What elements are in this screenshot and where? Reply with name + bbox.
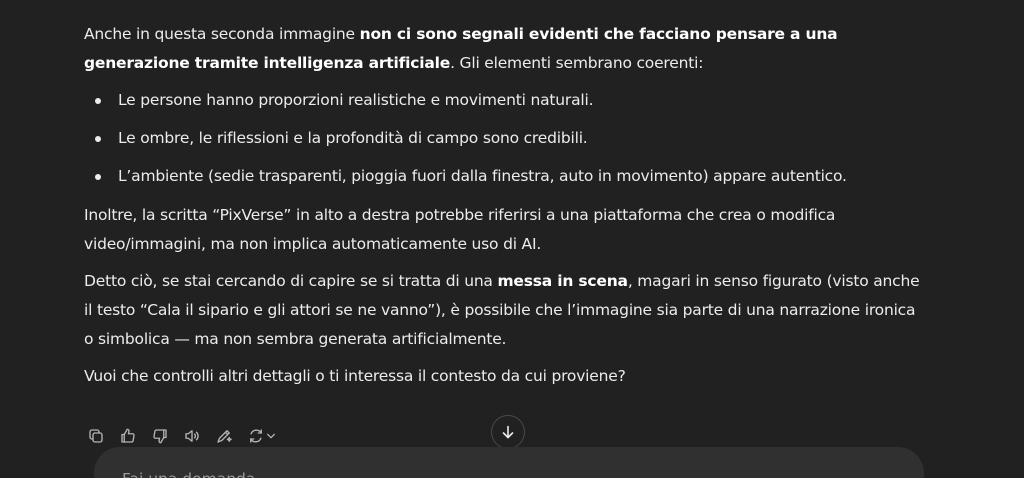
bold-text: messa in scena bbox=[497, 272, 628, 290]
arrow-down-icon bbox=[500, 424, 516, 440]
list-item bbox=[84, 162, 924, 191]
thumbs-down-icon bbox=[151, 427, 169, 445]
thumbs-down-button[interactable] bbox=[148, 425, 172, 447]
edit-canvas-icon bbox=[215, 427, 233, 445]
text-segment: Anche in questa seconda immagine bbox=[84, 25, 360, 43]
edit-canvas-button[interactable] bbox=[212, 425, 236, 447]
regenerate-icon bbox=[247, 427, 265, 445]
assistant-message bbox=[84, 20, 924, 391]
message-paragraph-1 bbox=[84, 20, 924, 78]
list-item-text: Le persone hanno proporzioni realistiche e movimenti naturali. bbox=[118, 91, 594, 109]
regenerate-button[interactable] bbox=[244, 425, 278, 447]
copy-button[interactable] bbox=[84, 425, 108, 447]
thumbs-up-button[interactable] bbox=[116, 425, 140, 447]
bullet-icon bbox=[95, 174, 101, 180]
bullet-icon bbox=[95, 136, 101, 142]
text-segment: , magari in senso figurato (visto anche il testo “Cala il sipario e gli attori se ne vanno”), è possibile che l’immagine sia parte di una narrazione ironica o simbolica — ma non sembra generata artificialmente. bbox=[84, 272, 920, 348]
message-paragraph-4: Vuoi che controlli altri dettagli o ti interessa il contesto da cui proviene? bbox=[84, 367, 626, 385]
list-item-text: Le ombre, le riflessioni e la profondità di campo sono credibili. bbox=[118, 129, 588, 147]
text-segment: . Gli elementi sembrano coerenti: bbox=[450, 54, 704, 72]
bold-text: non ci sono segnali evidenti che facciano pensare a una generazione tramite intelligenza artificiale bbox=[84, 25, 838, 72]
list-item bbox=[84, 124, 924, 153]
bullet-list bbox=[84, 86, 924, 191]
message-paragraph-2: Inoltre, la scritta “PixVerse” in alto a destra potrebbe riferirsi a una piattaforma che crea o modifica video/immagini, ma non implica automaticamente uso di AI. bbox=[84, 206, 836, 253]
bullet-icon bbox=[95, 98, 101, 104]
copy-icon bbox=[87, 427, 105, 445]
list-item bbox=[84, 86, 924, 115]
composer bbox=[94, 447, 924, 478]
prompt-input[interactable] bbox=[122, 467, 822, 478]
message-paragraph-3 bbox=[84, 267, 924, 354]
chevron-down-icon bbox=[266, 431, 276, 441]
thumbs-up-icon bbox=[119, 427, 137, 445]
list-item-text: L’ambiente (sedie trasparenti, pioggia fuori dalla finestra, auto in movimento) appare autentico. bbox=[118, 167, 847, 185]
scroll-to-bottom-button[interactable] bbox=[491, 415, 525, 449]
read-aloud-button[interactable] bbox=[180, 425, 204, 447]
text-segment: Detto ciò, se stai cercando di capire se si tratta di una bbox=[84, 272, 498, 290]
read-aloud-icon bbox=[183, 427, 201, 445]
message-actions bbox=[84, 425, 278, 447]
